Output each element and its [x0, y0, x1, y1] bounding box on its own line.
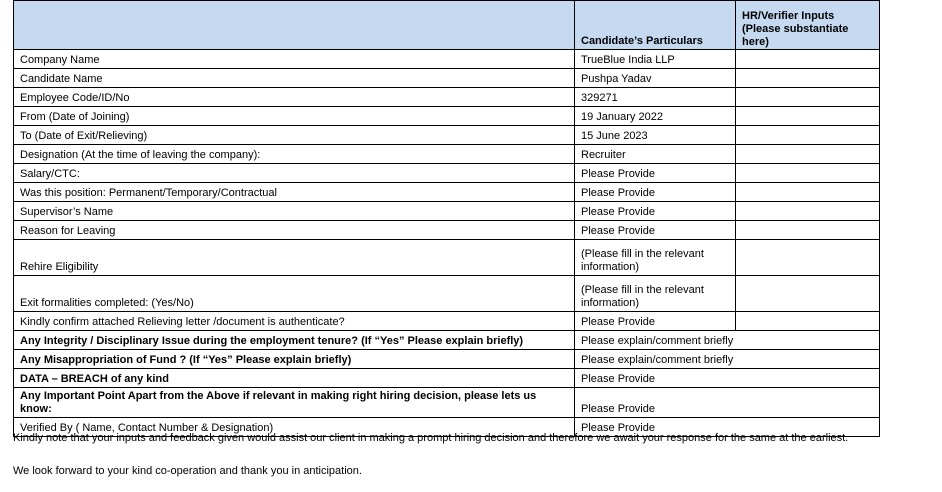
row-label: To (Date of Exit/Relieving)	[14, 126, 575, 145]
table-row-reason-for-leaving	[14, 221, 880, 240]
row-label: Kindly confirm attached Relieving letter /document is authenticate?	[14, 312, 575, 331]
row-label: Salary/CTC:	[14, 164, 575, 183]
row-label: Employee Code/ID/No	[14, 88, 575, 107]
row-label: Company Name	[14, 50, 575, 69]
verifier-input-cell[interactable]	[736, 240, 880, 276]
verifier-input-cell[interactable]	[736, 202, 880, 221]
verifier-input-cell[interactable]	[736, 50, 880, 69]
row-label: Supervisor’s Name	[14, 202, 575, 221]
row-label: Any Integrity / Disciplinary Issue during the employment tenure? (If “Yes” Please explain briefly)	[14, 331, 575, 350]
row-value: 19 January 2022	[575, 107, 736, 126]
verifier-input-cell[interactable]	[736, 221, 880, 240]
row-value: Please Provide	[575, 164, 736, 183]
table-row-relieving-letter	[14, 312, 880, 331]
verifier-input-cell[interactable]	[736, 88, 880, 107]
header-candidate-particulars: Candidate’s Particulars	[575, 1, 736, 50]
row-value: TrueBlue India LLP	[575, 50, 736, 69]
row-value: Please Provide	[575, 369, 880, 388]
table-row-date-of-joining	[14, 107, 880, 126]
verifier-input-cell[interactable]	[736, 69, 880, 88]
row-value: Please Provide	[575, 388, 880, 418]
row-label: DATA – BREACH of any kind	[14, 369, 575, 388]
row-value: Please explain/comment briefly	[575, 331, 880, 350]
table-row-date-of-exit	[14, 126, 880, 145]
closing-note: Kindly note that your inputs and feedback given would assist our client in making a prompt hiring decision and therefore we await your response for the same at the earliest.	[13, 432, 849, 444]
verification-form-table	[13, 0, 880, 437]
table-row-data-breach	[14, 369, 880, 388]
table-row-candidate-name	[14, 69, 880, 88]
row-value: Please Provide	[575, 221, 736, 240]
row-label: Designation (At the time of leaving the company):	[14, 145, 575, 164]
table-row-important-point	[14, 388, 880, 418]
row-value: Please Provide	[575, 312, 736, 331]
table-row-misappropriation	[14, 350, 880, 369]
row-label: Verified By ( Name, Contact Number & Designation)	[14, 418, 575, 437]
table-row-exit-formalities	[14, 276, 880, 312]
row-label: Reason for Leaving	[14, 221, 575, 240]
row-value: 15 June 2023	[575, 126, 736, 145]
row-value: Please Provide	[575, 418, 880, 437]
verifier-input-cell[interactable]	[736, 145, 880, 164]
row-value: 329271	[575, 88, 736, 107]
row-value: Please Provide	[575, 202, 736, 221]
row-label: From (Date of Joining)	[14, 107, 575, 126]
row-label: Rehire Eligibility	[14, 240, 575, 276]
table-row-employee-code	[14, 88, 880, 107]
row-label: Any Misappropriation of Fund ? (If “Yes” Please explain briefly)	[14, 350, 575, 369]
row-label: Was this position: Permanent/Temporary/Contractual	[14, 183, 575, 202]
verifier-input-cell[interactable]	[736, 276, 880, 312]
row-value: Please explain/comment briefly	[575, 350, 880, 369]
row-value: Recruiter	[575, 145, 736, 164]
table-header-row	[14, 1, 880, 50]
table-row-rehire-eligibility	[14, 240, 880, 276]
row-value: (Please fill in the relevant information)	[575, 240, 736, 276]
verifier-input-cell[interactable]	[736, 164, 880, 183]
row-value: Pushpa Yadav	[575, 69, 736, 88]
row-label: Any Important Point Apart from the Above if relevant in making right hiring decision, please lets us know:	[14, 388, 575, 418]
verifier-input-cell[interactable]	[736, 312, 880, 331]
table-row-supervisor	[14, 202, 880, 221]
table-row-integrity-issue	[14, 331, 880, 350]
table-row-salary	[14, 164, 880, 183]
verifier-input-cell[interactable]	[736, 183, 880, 202]
row-value: Please Provide	[575, 183, 736, 202]
header-blank-cell	[14, 1, 575, 50]
row-label: Exit formalities completed: (Yes/No)	[14, 276, 575, 312]
table-row-company-name	[14, 50, 880, 69]
table-row-position-type	[14, 183, 880, 202]
row-value: (Please fill in the relevant information)	[575, 276, 736, 312]
row-label: Candidate Name	[14, 69, 575, 88]
table-row-designation	[14, 145, 880, 164]
verifier-input-cell[interactable]	[736, 107, 880, 126]
header-hr-verifier-inputs: HR/Verifier Inputs (Please substantiate here)	[736, 1, 880, 50]
thank-you-note: We look forward to your kind co-operation and thank you in anticipation.	[13, 465, 362, 477]
verifier-input-cell[interactable]	[736, 126, 880, 145]
